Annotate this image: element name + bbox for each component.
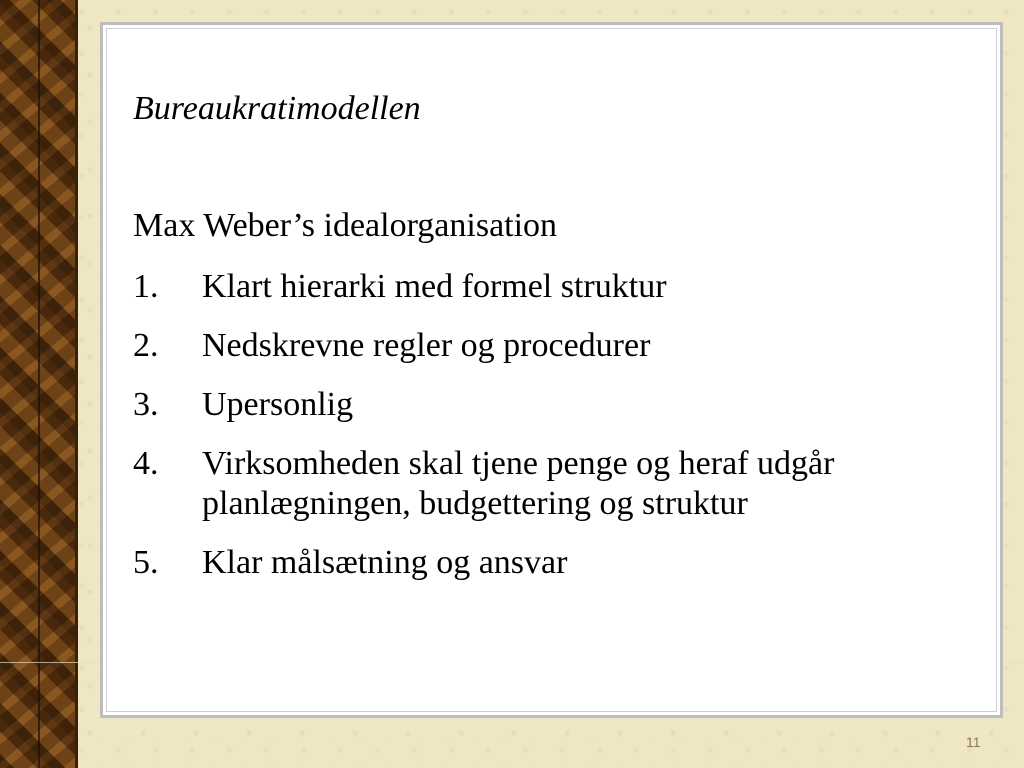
list-item-text: Virksomheden skal tjene penge og heraf udgår planlægningen, budgettering og struktur xyxy=(202,445,835,522)
list-item xyxy=(133,267,963,307)
list-item xyxy=(133,444,963,524)
list-item-text: Klar målsætning og ansvar xyxy=(202,544,568,581)
list-item-text: Upersonlig xyxy=(202,386,354,423)
slide-number: 11 xyxy=(966,734,981,750)
slide-title: Bureaukratimodellen xyxy=(133,90,421,127)
list-item-text: Nedskrevne regler og procedurer xyxy=(202,327,651,364)
list-item-text: Klart hierarki med formel struktur xyxy=(202,268,667,305)
list-item xyxy=(133,543,963,583)
slide-content-panel xyxy=(100,22,1003,718)
list-item xyxy=(133,326,963,366)
list-item xyxy=(133,385,963,425)
list-item-number: 1. xyxy=(133,268,159,305)
list-item-number: 4. xyxy=(133,445,159,482)
list-item-number: 3. xyxy=(133,386,159,423)
slide-subtitle: Max Weber’s idealorganisation xyxy=(133,207,558,244)
numbered-list xyxy=(133,267,963,602)
list-item-number: 2. xyxy=(133,327,159,364)
decorative-divider-line xyxy=(38,0,40,768)
list-item-number: 5. xyxy=(133,544,159,581)
